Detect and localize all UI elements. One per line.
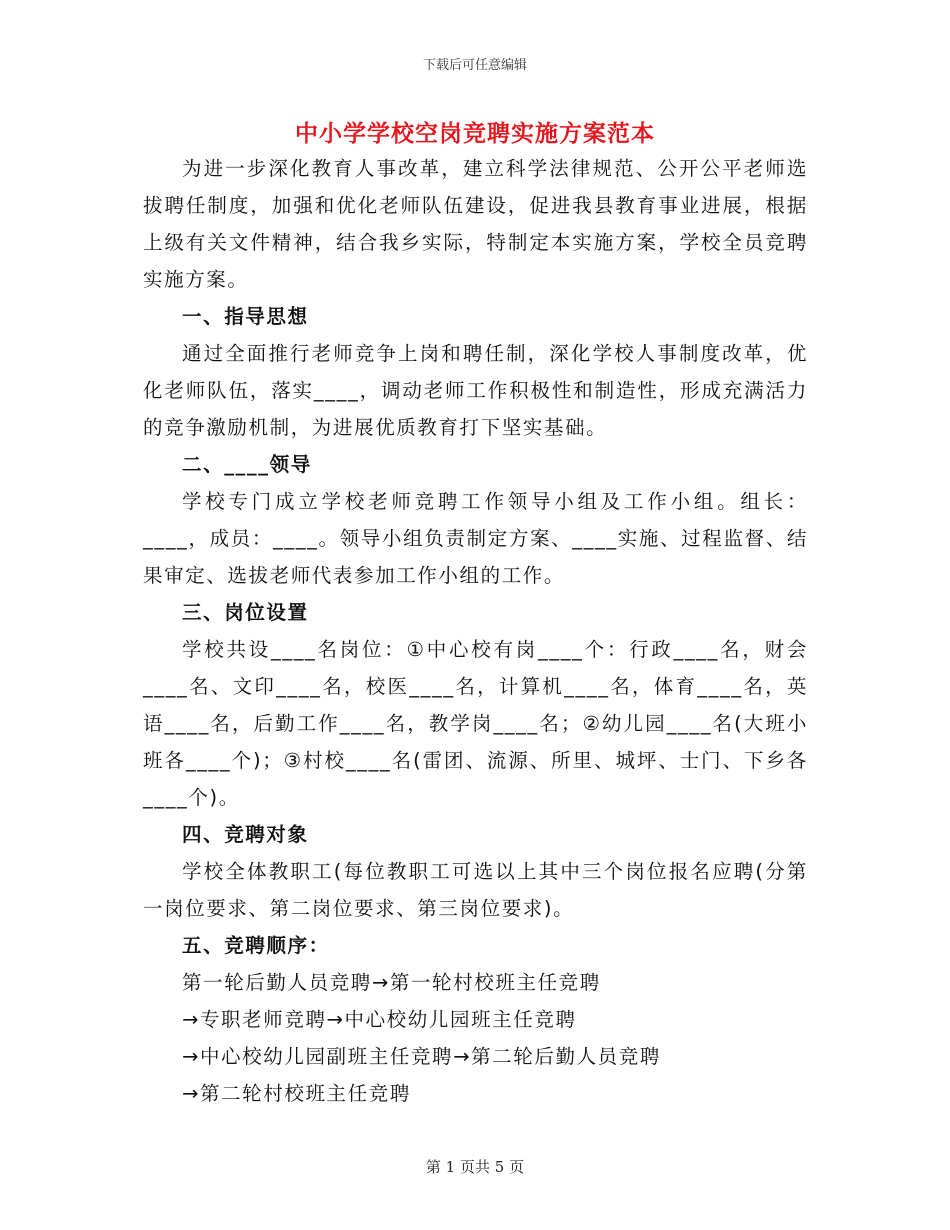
section-paragraph-2: 学校专门成立学校老师竞聘工作领导小组及工作小组。组长：____，成员：____。领导小组负责制定方案、____实施、过程监督、结果审定、选拔老师代表参加工作小组的工作。 [143,490,808,587]
section-paragraph-3: 学校共设____名岗位：①中心校有岗____个：行政____名，财会____名、文印____名，校医____名，计算机____名，体育____名，英语____名，后勤工作____名，教学岗____名；②幼儿园____名(大班小班各____个)；③村校____名(雷团、流源、所里、城坪、士门、下乡各____个)。 [143,638,808,809]
section-heading-1: 一、指导思想 [182,305,309,328]
section-heading-4: 四、竞聘对象 [182,823,309,846]
section-heading-5: 五、竞聘顺序： [182,934,330,957]
header-note: 下载后可任意编辑 [422,58,527,73]
section-paragraph-1: 通过全面推行老师竞争上岗和聘任制，深化学校人事制度改革，优化老师队伍，落实____，调动老师工作积极性和制造性，形成充满活力的竞争激励机制，为进展优质教育打下坚实基础。 [143,342,808,439]
page-footer: 第 1 页共 5 页 [425,1158,525,1176]
section-paragraph-4: 学校全体教职工(每位教职工可选以上其中三个岗位报名应聘(分第一岗位要求、第二岗位要求、第三岗位要求)。 [143,860,808,920]
document-title: 中小学学校空岗竞聘实施方案范本 [295,121,655,147]
intro-paragraph: 为进一步深化教育人事改革，建立科学法律规范、公开公平老师选拔聘任制度，加强和优化老师队伍建设，促进我县教育事业进展，根据上级有关文件精神，结合我乡实际，特制定本实施方案，学校全员竞聘实施方案。 [143,157,808,291]
flow-line-2: →专职老师竞聘→中心校幼儿园班主任竞聘 [182,1008,577,1031]
section-heading-3: 三、岗位设置 [182,601,309,624]
document-body [143,150,808,1112]
section-heading-2: 二、____领导 [182,453,312,476]
flow-line-3: →中心校幼儿园副班主任竞聘→第二轮后勤人员竞聘 [182,1045,661,1068]
flow-line-4: →第二轮村校班主任竞聘 [182,1082,411,1105]
flow-line-1: 第一轮后勤人员竞聘→第一轮村校班主任竞聘 [182,971,601,994]
